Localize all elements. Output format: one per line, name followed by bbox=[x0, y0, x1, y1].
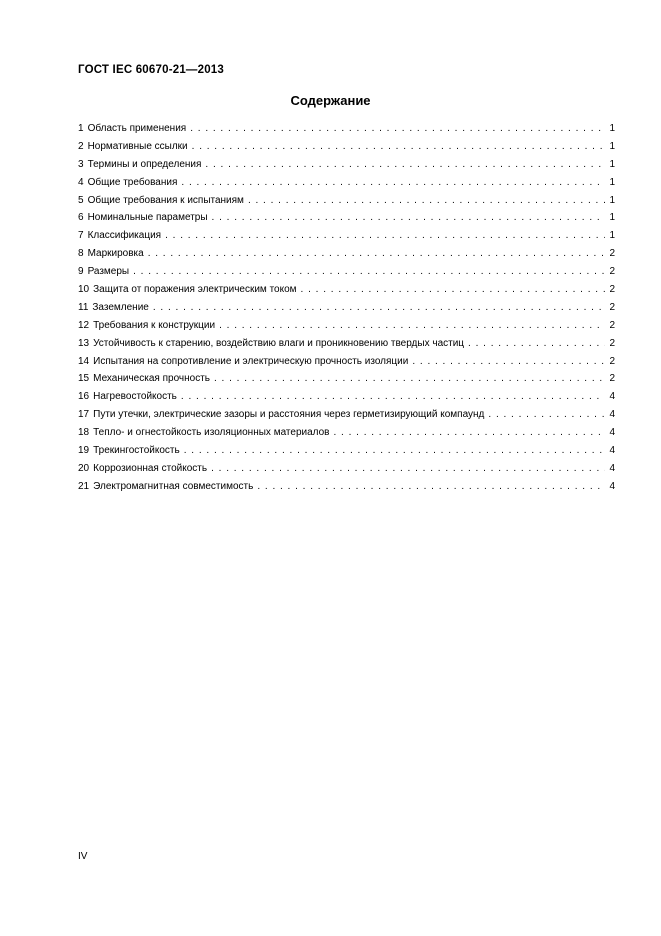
page-number-footer: IV bbox=[78, 851, 88, 862]
toc-entry-title: Нагревостойкость bbox=[93, 391, 177, 403]
toc-entry[interactable] bbox=[78, 156, 615, 174]
toc-dot-leader bbox=[153, 299, 605, 317]
toc-entry-title: Область применения bbox=[87, 123, 187, 134]
toc-entry[interactable] bbox=[78, 138, 615, 156]
toc-entry-page: 1 bbox=[609, 140, 615, 152]
toc-dot-leader bbox=[214, 370, 605, 388]
toc-entry-page: 1 bbox=[609, 212, 615, 224]
toc-entry-title: Электромагнитная совместимость bbox=[93, 480, 254, 492]
toc-entry-number: 21 bbox=[78, 480, 90, 492]
toc-entry-title: Маркировка bbox=[87, 248, 144, 260]
toc-entry[interactable] bbox=[78, 335, 615, 353]
toc-entry-title: Испытания на сопротивление и электрическую прочность изоляции bbox=[93, 355, 409, 367]
toc-entry[interactable] bbox=[78, 174, 615, 192]
toc-entry-number: 4 bbox=[78, 176, 84, 188]
toc-entry-number: 5 bbox=[78, 194, 84, 206]
toc-entry[interactable] bbox=[78, 245, 615, 263]
toc-entry-page: 2 bbox=[609, 319, 615, 331]
toc-entry[interactable] bbox=[78, 353, 615, 371]
toc-entry-title: Защита от поражения электрическим током bbox=[93, 284, 297, 296]
toc-entry-page: 4 bbox=[609, 391, 615, 403]
toc-entry-number: 20 bbox=[78, 462, 90, 474]
toc-entry[interactable] bbox=[78, 406, 615, 424]
toc-entry-page: 2 bbox=[609, 248, 615, 260]
toc-dot-leader bbox=[301, 281, 605, 299]
toc-entry-number: 2 bbox=[78, 140, 84, 152]
toc-entry-page: 2 bbox=[609, 301, 615, 313]
toc-entry[interactable] bbox=[78, 120, 615, 138]
toc-entry-title: Требования к конструкции bbox=[93, 319, 216, 331]
toc-dot-leader bbox=[181, 174, 605, 192]
toc-entry-page: 1 bbox=[609, 194, 615, 206]
toc-entry-number: 18 bbox=[78, 427, 90, 439]
toc-entry[interactable] bbox=[78, 192, 615, 210]
toc-entry-number: 15 bbox=[78, 373, 90, 385]
toc-entry[interactable] bbox=[78, 370, 615, 388]
toc-entry-title: Классификация bbox=[87, 230, 162, 242]
toc-entry-title: Трекингостойкость bbox=[93, 445, 180, 457]
toc-entry-number: 1 bbox=[78, 123, 84, 134]
toc-entry-page: 1 bbox=[609, 176, 615, 188]
toc-dot-leader bbox=[257, 478, 605, 496]
toc-entry-number: 16 bbox=[78, 391, 90, 403]
toc-dot-leader bbox=[133, 263, 605, 281]
toc-entry-title: Размеры bbox=[87, 266, 130, 278]
toc-entry-page: 1 bbox=[609, 230, 615, 242]
toc-entry-number: 9 bbox=[78, 266, 84, 278]
toc-entry-number: 6 bbox=[78, 212, 84, 224]
toc-dot-leader bbox=[219, 317, 605, 335]
toc-entry-number: 8 bbox=[78, 248, 84, 260]
toc-entry-page: 2 bbox=[609, 284, 615, 296]
toc-entry[interactable] bbox=[78, 317, 615, 335]
toc-dot-leader bbox=[248, 192, 605, 210]
toc-entry[interactable] bbox=[78, 263, 615, 281]
toc-entry-page: 1 bbox=[609, 123, 615, 134]
toc-dot-leader bbox=[205, 156, 605, 174]
toc-entry-title: Термины и определения bbox=[87, 158, 202, 170]
toc-dot-leader bbox=[192, 138, 605, 156]
toc-entry-number: 11 bbox=[78, 301, 89, 313]
toc-entry-number: 17 bbox=[78, 409, 90, 421]
toc-dot-leader bbox=[184, 442, 605, 460]
toc-entry-page: 2 bbox=[609, 355, 615, 367]
toc-dot-leader bbox=[148, 245, 605, 263]
toc-entry[interactable] bbox=[78, 460, 615, 478]
toc-entry-page: 4 bbox=[609, 462, 615, 474]
toc-dot-leader bbox=[165, 227, 605, 245]
toc-entry[interactable] bbox=[78, 478, 615, 496]
toc-dot-leader bbox=[181, 388, 605, 406]
toc-entry[interactable] bbox=[78, 388, 615, 406]
toc-entry-title: Заземление bbox=[92, 301, 149, 313]
toc-entry-page: 1 bbox=[609, 158, 615, 170]
toc-entry-title: Тепло- и огнестойкость изоляционных материалов bbox=[93, 427, 330, 439]
toc-entry-number: 10 bbox=[78, 284, 90, 296]
toc-entry-title: Устойчивость к старению, воздействию влаги и проникновению твердых частиц bbox=[93, 337, 465, 349]
toc-entry[interactable] bbox=[78, 299, 615, 317]
toc-dot-leader bbox=[212, 209, 605, 227]
toc-entry-page: 4 bbox=[609, 445, 615, 457]
toc-entry-number: 14 bbox=[78, 355, 90, 367]
toc-entry-title: Коррозионная стойкость bbox=[93, 462, 208, 474]
toc-dot-leader bbox=[412, 353, 605, 371]
toc-dot-leader bbox=[333, 424, 605, 442]
toc-entry-number: 7 bbox=[78, 230, 84, 242]
toc-entry-title: Нормативные ссылки bbox=[87, 140, 188, 152]
toc-entry-page: 2 bbox=[609, 337, 615, 349]
toc-entry-page: 4 bbox=[609, 480, 615, 492]
toc-entry[interactable] bbox=[78, 424, 615, 442]
toc-entry-page: 2 bbox=[609, 373, 615, 385]
toc-dot-leader bbox=[190, 120, 605, 138]
toc-entry-title: Общие требования bbox=[87, 176, 178, 188]
toc-entry-page: 4 bbox=[609, 409, 615, 421]
toc-entry-title: Общие требования к испытаниям bbox=[87, 194, 244, 206]
toc-entry-number: 3 bbox=[78, 158, 84, 170]
toc-entry-number: 12 bbox=[78, 319, 90, 331]
toc-entry[interactable] bbox=[78, 442, 615, 460]
toc-entry[interactable] bbox=[78, 227, 615, 245]
toc-entry-number: 13 bbox=[78, 337, 90, 349]
toc-entry[interactable] bbox=[78, 209, 615, 227]
toc-entry-page: 2 bbox=[609, 266, 615, 278]
toc-entry-number: 19 bbox=[78, 445, 90, 457]
toc-entry-title: Пути утечки, электрические зазоры и расстояния через герметизирующий компаунд bbox=[93, 409, 485, 421]
page-title: Содержание bbox=[290, 93, 371, 108]
document-header: ГОСТ IEC 60670-21—2013 bbox=[78, 64, 224, 76]
toc-dot-leader bbox=[468, 335, 605, 353]
toc-entry-title: Механическая прочность bbox=[93, 373, 210, 385]
toc-dot-leader bbox=[488, 406, 605, 424]
toc-entry-title: Номинальные параметры bbox=[87, 212, 208, 224]
toc-dot-leader bbox=[211, 460, 605, 478]
toc-entry[interactable] bbox=[78, 281, 615, 299]
table-of-contents bbox=[78, 120, 615, 496]
toc-entry-page: 4 bbox=[609, 427, 615, 439]
